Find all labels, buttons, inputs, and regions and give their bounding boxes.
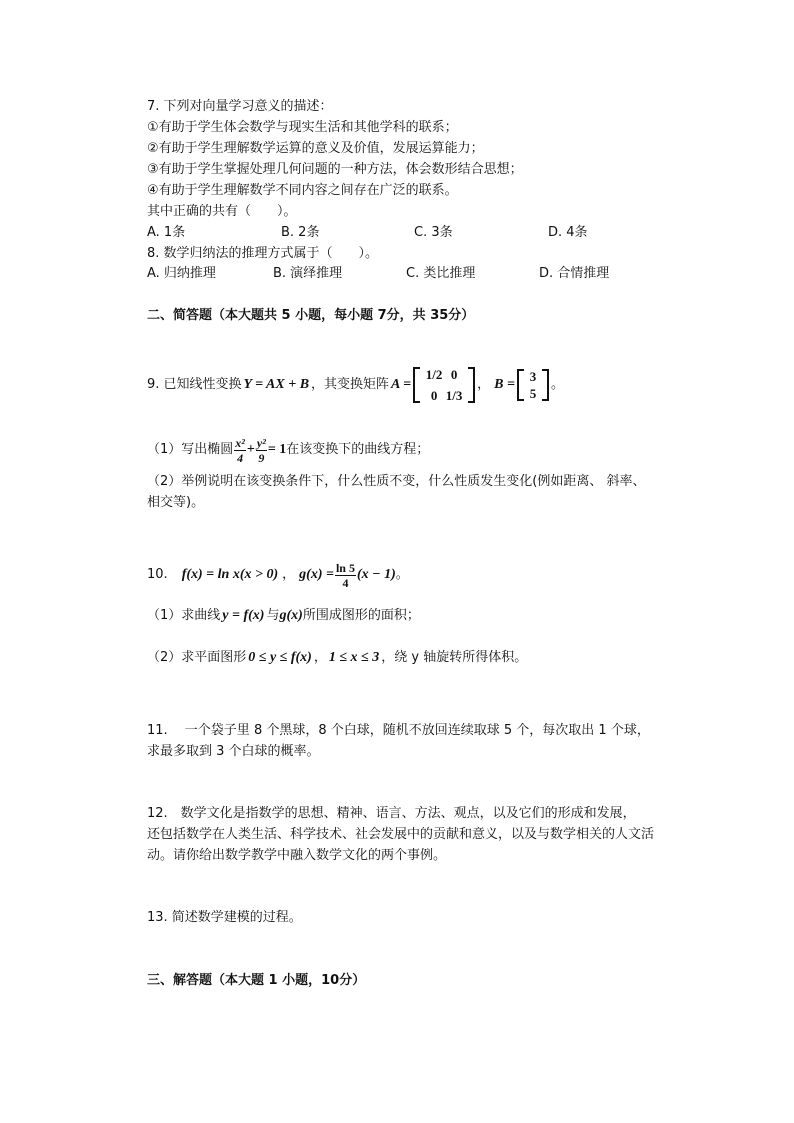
q12-line2: 还包括数学在人类生活、科学技术、社会发展中的贡献和意义，以及与数学相关的人文活 <box>147 827 655 842</box>
q9-pre: 9. 已知线性变换 <box>147 377 242 392</box>
section3-title: 三、解答题（本大题 1 小题，10分） <box>147 973 366 988</box>
q10-p1-post: 所围成图形的面积； <box>302 608 420 623</box>
q8-option-c: C. 类比推理 <box>406 266 476 281</box>
q7-option-d: D. 4条 <box>548 225 588 240</box>
q10-g-num: ln 5 <box>335 560 355 575</box>
q10-g-lhs: g(x) = <box>299 567 334 582</box>
q9-ellipse-x-num: x² <box>235 435 245 450</box>
q7-item-4: ④有助于学生理解数学不同内容之间存在广泛的联系。 <box>147 183 458 198</box>
q10-p1-mid: 与 <box>266 608 280 623</box>
q10-p1-pre: （1）求曲线 <box>147 608 221 623</box>
q9-stem <box>147 355 564 415</box>
q9-mid: ，其变换矩阵 <box>311 377 390 392</box>
q9-a-label: A = <box>391 377 412 392</box>
q8-stem: 8. 数学归纳法的推理方式属于（ ）。 <box>147 246 379 261</box>
q8-option-d: D. 合情推理 <box>539 266 610 281</box>
q10-p2-post: ，绕 y 轴旋转所得体积。 <box>381 650 528 665</box>
q9-end: 。 <box>550 377 564 392</box>
q9-part2-line1: （2）举例说明在该变换条件下，什么性质不变，什么性质发生变化(例如距离、 斜率、 <box>147 474 646 489</box>
q10-p2-cond2: 1 ≤ x ≤ 3 <box>328 650 380 665</box>
q7-option-c: C. 3条 <box>414 225 453 240</box>
q9-b-2: 5 <box>529 386 537 401</box>
q9-b-1: 3 <box>529 369 537 384</box>
q8-option-a: A. 归纳推理 <box>147 266 216 281</box>
q9-p1-post: 在该变换下的曲线方程； <box>286 442 430 457</box>
q9-b-label: B = <box>494 377 515 392</box>
q8-options <box>147 264 707 284</box>
q9-p1-pre: （1）写出椭圆 <box>147 442 234 457</box>
q10-f-def: f(x) = ln x(x > 0) <box>181 567 279 582</box>
q9-part2-line2: 相交等)。 <box>147 495 205 510</box>
q10-g-frac <box>335 561 356 590</box>
q10-p1-g: g(x) <box>279 608 303 623</box>
q9-sep: ， <box>477 377 491 392</box>
q9-ellipse-rhs: = 1 <box>267 442 287 457</box>
q9-ellipse-y-den: 9 <box>258 450 265 465</box>
q9-matrix-b <box>517 369 549 401</box>
q9-ellipse-x-frac <box>234 436 246 465</box>
q10-p1-eq: y = f(x) <box>222 608 265 623</box>
q10-p2-pre: （2）求平面图形 <box>147 650 247 665</box>
q10-stem <box>147 556 409 594</box>
q11-line2: 求最多取到 3 个白球的概率。 <box>147 744 320 759</box>
q7-item-1: ①有助于学生体会数学与现实生活和其他学科的联系； <box>147 120 458 135</box>
q10-g-den: 4 <box>342 575 349 590</box>
q12-line1: 12. 数学文化是指数学的思想、精神、语言、方法、观点，以及它们的形成和发展， <box>147 806 636 821</box>
q9-a-11: 1/2 <box>425 367 443 382</box>
q7-item-2: ②有助于学生理解数学运算的意义及价值，发展运算能力； <box>147 141 484 156</box>
q7-options <box>147 223 707 243</box>
q9-a-21: 0 <box>430 388 438 403</box>
q9-equation: Y = AX + B <box>243 377 310 392</box>
q9-ellipse-y-num: y² <box>256 435 266 450</box>
q10-part2 <box>147 646 527 670</box>
q9-ellipse-plus: + <box>246 442 255 457</box>
q9-a-12: 0 <box>450 367 458 382</box>
q10-part1 <box>147 604 420 628</box>
q9-ellipse-y-frac <box>256 436 267 465</box>
q7-ask: 其中正确的共有（ ）。 <box>147 204 297 219</box>
q7-option-b: B. 2条 <box>281 225 320 240</box>
q11-line1: 11. 一个袋子里 8 个黑球，8 个白球，随机不放回连续取球 5 个，每次取出 1 个球， <box>147 723 650 738</box>
q8-option-b: B. 演绎推理 <box>273 266 343 281</box>
section2-title: 二、简答题（本大题共 5 小题，每小题 7分，共 35分） <box>147 308 475 323</box>
q9-part1 <box>147 432 429 468</box>
q9-ellipse-x-den: 4 <box>237 450 244 465</box>
q7-stem: 7. 下列对向量学习意义的描述： <box>147 99 333 114</box>
q9-a-22: 1/3 <box>445 388 463 403</box>
q10-p2-cond1: 0 ≤ y ≤ f(x) <box>248 650 312 665</box>
q7-item-3: ③有助于学生掌握处理几何问题的一种方法，体会数形结合思想； <box>147 162 523 177</box>
q10-p2-sep: ， <box>313 650 327 665</box>
q7-option-a: A. 1条 <box>147 225 186 240</box>
q13-text: 13. 简述数学建模的过程。 <box>147 910 302 925</box>
q10-sep: ， <box>282 567 296 582</box>
q12-line3: 动。请你给出数学教学中融入数学文化的两个事例。 <box>147 848 447 863</box>
q10-g-rhs: (x − 1) <box>356 567 396 582</box>
q10-num: 10. <box>147 567 168 582</box>
q10-end: 。 <box>395 567 409 582</box>
q9-matrix-a <box>413 367 475 403</box>
